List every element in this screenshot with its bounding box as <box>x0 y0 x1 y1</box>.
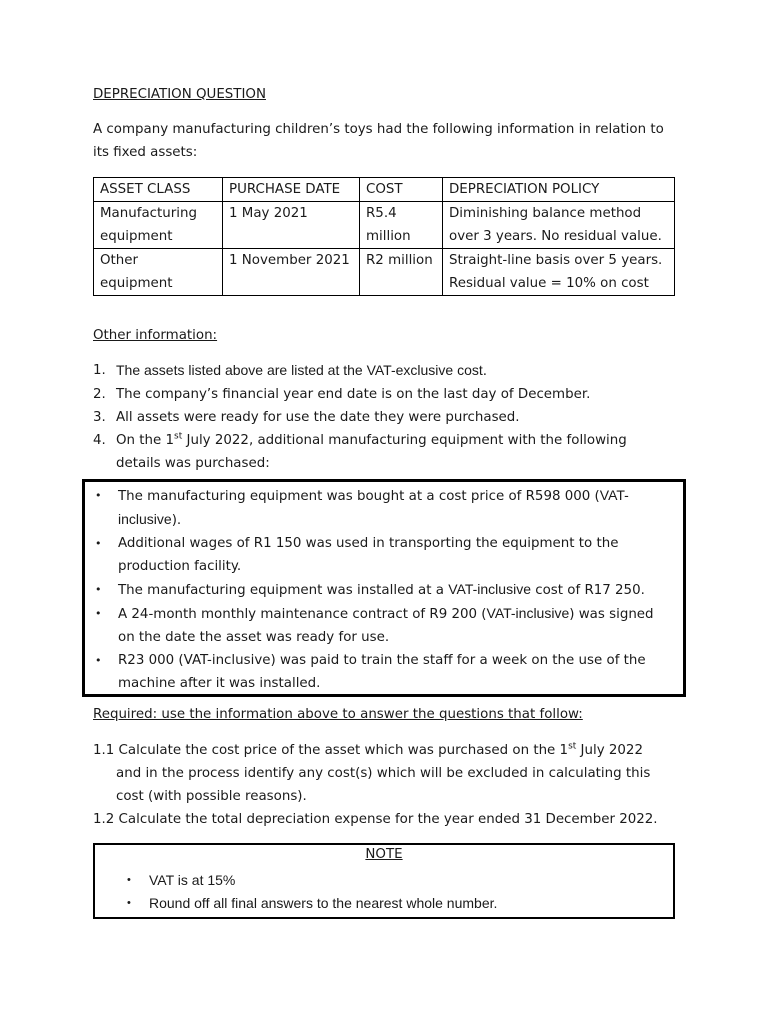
other-info-heading: Other information: <box>93 328 218 343</box>
detail-emphasis: VAT-inclusive <box>486 605 570 621</box>
table-row <box>94 202 675 249</box>
detail-text: R23 000 (VAT-inclusive) was paid to train the staff for a week on the use of the <box>118 653 646 668</box>
cell-policy <box>443 202 675 249</box>
detail-emphasis: VAT-inclusive <box>448 581 531 597</box>
intro-line-2: its fixed assets: <box>93 145 198 160</box>
list-text: The assets listed above are listed at the VAT-exclusive cost <box>116 362 483 378</box>
question-text: 1.1 Calculate the cost price of the asset which was purchased on the 1 <box>93 743 569 758</box>
ordinal-suffix: st <box>568 741 577 752</box>
list-item <box>93 406 693 429</box>
list-item <box>91 484 676 532</box>
header-asset-class: ASSET CLASS <box>94 178 223 202</box>
header-cost: COST <box>360 178 443 202</box>
question-1-1-line-2: and in the process identify any cost(s) which will be excluded in calculating this <box>116 766 651 781</box>
detail-emphasis: inclusive <box>118 511 172 527</box>
asset-table <box>93 177 675 296</box>
detail-text: ). <box>171 513 182 528</box>
detail-text: The manufacturing equipment was installed at a <box>118 583 449 598</box>
list-text: On the 1 <box>116 433 175 448</box>
cell-asset-class <box>94 202 223 249</box>
cell-line: R5.4 <box>366 206 397 221</box>
question-1-1 <box>93 739 643 762</box>
list-item <box>125 892 497 915</box>
bullet-icon: • <box>95 489 102 502</box>
header-depreciation-policy: DEPRECIATION POLICY <box>443 178 675 202</box>
list-item <box>93 383 693 406</box>
list-number: 1. <box>93 363 106 378</box>
list-item <box>125 869 497 892</box>
ordinal-suffix: st <box>174 431 183 442</box>
list-number: 3. <box>93 410 106 425</box>
note-list <box>125 869 497 915</box>
cell-asset-class <box>94 249 223 296</box>
required-heading: Required: use the information above to answer the questions that follow: <box>93 707 583 722</box>
detail-text: cost of R17 250. <box>530 583 645 598</box>
bullet-icon: • <box>95 654 102 667</box>
purchase-details-box <box>82 479 686 697</box>
header-purchase-date: PURCHASE DATE <box>223 178 360 202</box>
cell-line: million <box>366 229 411 244</box>
purchase-details-list <box>91 484 676 695</box>
intro-line-1: A company manufacturing children’s toys had the following information in relation to <box>93 122 664 137</box>
list-item <box>91 649 676 695</box>
cell-line: over 3 years. No residual value. <box>449 229 662 244</box>
bullet-icon: • <box>95 607 102 620</box>
cell-cost: R2 million <box>360 249 443 296</box>
list-text: July 2022, additional manufacturing equipment with the following <box>182 433 627 448</box>
cell-line: Residual value = 10% on cost <box>449 276 649 291</box>
list-number: 2. <box>93 387 106 402</box>
cell-cost <box>360 202 443 249</box>
detail-text: ) was signed <box>569 607 654 622</box>
cell-line: Diminishing balance method <box>449 206 642 221</box>
cell-line: Other <box>100 253 139 268</box>
detail-emphasis: VAT- <box>599 487 629 503</box>
list-text-line-2: details was purchased: <box>116 456 270 471</box>
table-header-row <box>94 178 675 202</box>
table-row <box>94 249 675 296</box>
cell-purchase-date: 1 November 2021 <box>223 249 360 296</box>
cell-purchase-date: 1 May 2021 <box>223 202 360 249</box>
note-text: Round off all final answers to the nearest whole number. <box>149 895 498 911</box>
note-text: VAT is at 15% <box>149 872 236 888</box>
list-item <box>91 602 676 649</box>
page-title: DEPRECIATION QUESTION <box>93 87 266 102</box>
cell-line: equipment <box>100 276 173 291</box>
list-text-tail: . <box>482 364 488 379</box>
note-title: NOTE <box>365 847 403 862</box>
question-text: July 2022 <box>576 743 643 758</box>
detail-text: The manufacturing equipment was bought at a cost price of R598 000 ( <box>118 489 600 504</box>
bullet-icon: • <box>95 537 102 550</box>
cell-line: equipment <box>100 229 173 244</box>
detail-text-line-2: production facility. <box>118 559 242 574</box>
detail-text: A 24-month monthly maintenance contract of R9 200 ( <box>118 607 487 622</box>
list-text: The company’s financial year end date is on the last day of December. <box>116 387 591 402</box>
bullet-icon: • <box>127 897 131 909</box>
list-item <box>93 359 693 383</box>
detail-text-line-2: on the date the asset was ready for use. <box>118 630 390 645</box>
list-text: All assets were ready for use the date they were purchased. <box>116 410 520 425</box>
list-item <box>93 429 693 475</box>
bullet-icon: • <box>95 583 102 596</box>
cell-line: Straight-line basis over 5 years. <box>449 253 663 268</box>
note-box <box>93 843 675 919</box>
cell-policy <box>443 249 675 296</box>
other-info-list <box>93 359 693 475</box>
detail-text-line-2: machine after it was installed. <box>118 676 321 691</box>
question-1-2: 1.2 Calculate the total depreciation expense for the year ended 31 December 2022. <box>93 812 658 827</box>
question-1-1-line-3: cost (with possible reasons). <box>116 789 307 804</box>
list-item <box>91 532 676 578</box>
bullet-icon: • <box>127 874 131 886</box>
cell-line: Manufacturing <box>100 206 197 221</box>
detail-text: Additional wages of R1 150 was used in transporting the equipment to the <box>118 536 619 551</box>
list-number: 4. <box>93 433 106 448</box>
list-item <box>91 578 676 602</box>
